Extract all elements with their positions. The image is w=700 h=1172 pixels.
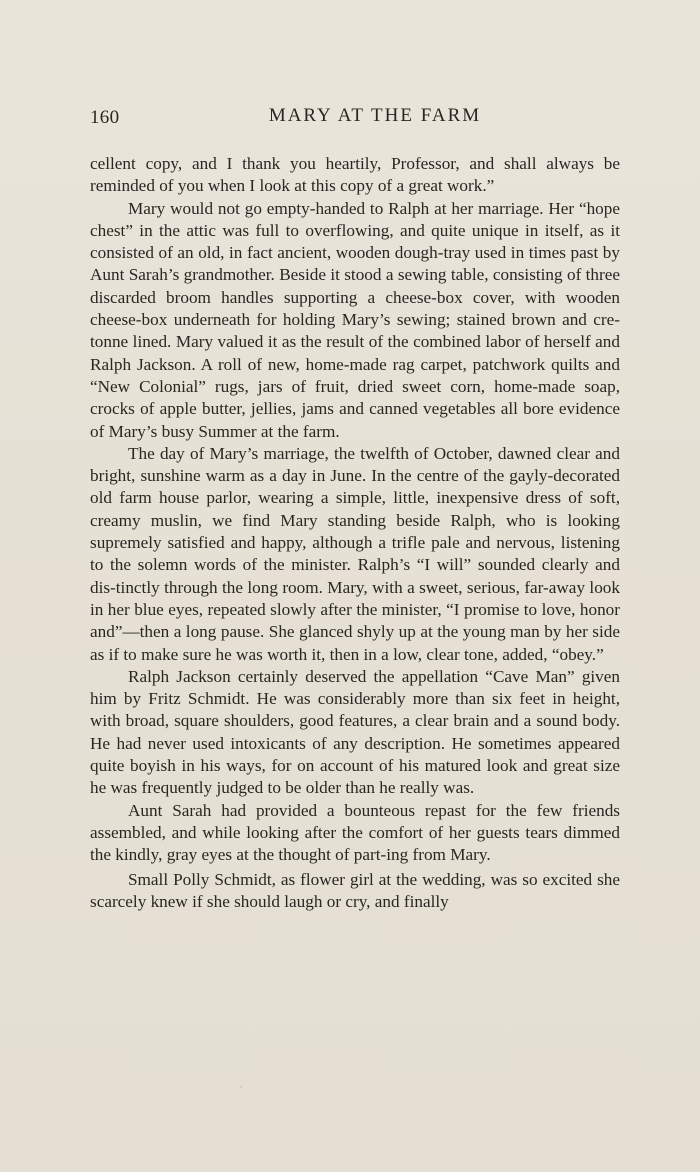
page-number: 160 xyxy=(90,107,120,128)
paragraph-marriage-day: The day of Mary’s marriage, the twelfth of October, dawned clear and bright, sunshine warm as a day in June. In the centre of the gayly-decorated old farm house parlor, wearing a simple, little, inexpensive dress of soft, creamy muslin, we find Mary standing beside Ralph, who is looking supremely satisfied and happy, although a trifle pale and nervous, listening to the solemn words of the minister. Ralph’s “I will” sounded clearly and dis-tinctly through the long room. Mary, with a sweet, serious, far-away look in her blue eyes, repeated slowly after the minister, “I promise to love, honor and”—then a long pause. She glanced shyly up at the young man by her side as if to make sure he was worth it, then in a low, clear tone, added, “obey.” xyxy=(90,443,620,664)
paragraph-repast: Aunt Sarah had provided a bounteous repast for the few friends assembled, and while looking after the comfort of her guests tears dimmed the kindly, gray eyes at the thought of part-ing from Mary. xyxy=(90,800,620,865)
paragraph-cave-man: Ralph Jackson certainly deserved the appellation “Cave Man” given him by Fritz Schmidt. He was considerably more than six feet in height, with broad, square shoulders, good features, a clear brain and a sound body. He had never used intoxicants of any description. He sometimes appeared quite boyish in his ways, for on account of his matured look and great size he was frequently judged to be older than he really was. xyxy=(90,666,620,798)
paragraph-continuation: cellent copy, and I thank you heartily, Professor, and shall always be reminded of you when I look at this copy of a great work.” xyxy=(90,154,620,196)
body-text xyxy=(90,153,620,913)
running-head: MARY AT THE FARM xyxy=(268,105,482,126)
paragraph-hope-chest: Mary would not go empty-handed to Ralph at her marriage. Her “hope chest” in the attic was full to overflowing, and quite unique in itself, as it consisted of an old, in fact ancient, wooden dough-tray used in times past by Aunt Sarah’s grandmother. Beside it stood a sewing table, consisting of three discarded broom handles supporting a cheese-box cover, with wooden cheese-box underneath for holding Mary’s sewing; stained brown and cre-tonne lined. Mary valued it as the result of the combined labor of herself and Ralph Jackson. A roll of new, home-made rag carpet, patchwork quilts and “New Colonial” rugs, jars of fruit, dried sweet corn, home-made soap, crocks of apple butter, jellies, jams and canned vegetables all bore evidence of Mary’s busy Summer at the farm. xyxy=(90,198,620,441)
paper-speck xyxy=(240,1086,242,1088)
page-header xyxy=(90,103,620,135)
paragraph-flower-girl: Small Polly Schmidt, as flower girl at the wedding, was so excited she scarcely knew if she should laugh or cry, and finally xyxy=(90,869,620,911)
